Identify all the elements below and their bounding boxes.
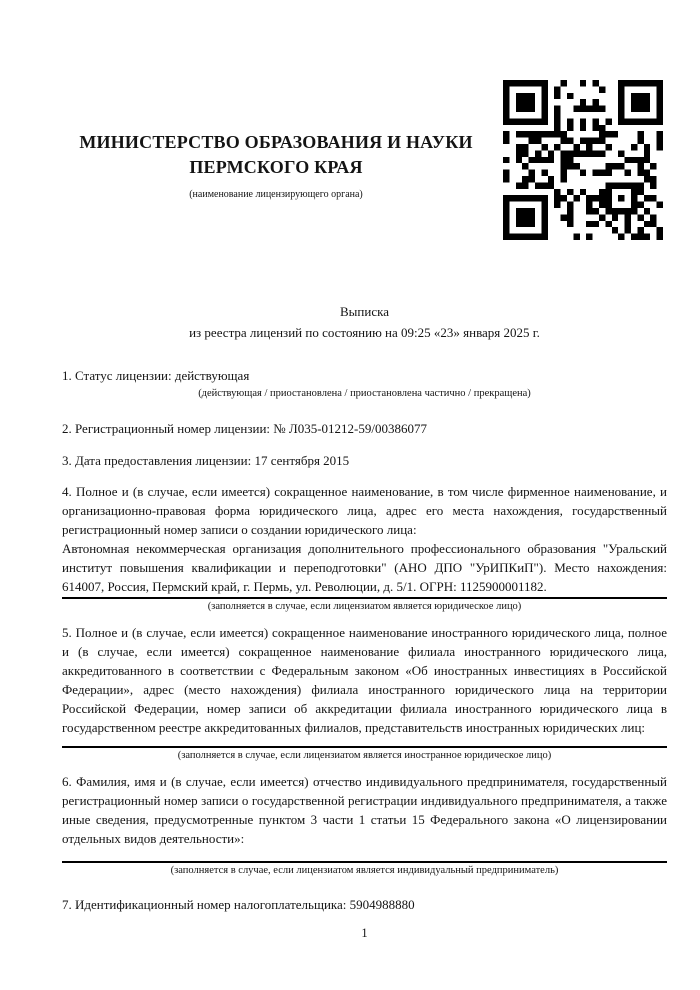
field-foreign-entity-clause: 5. Полное и (в случае, если имеется) сокращенное наименование иностранного юридического лица, полное и (в случае, если имеется) сокращенное наименование филиала иностранного юридического лица, аккредитованного в соответствии с Федеральным законом «Об иностранных инвестициях в Российской Федерации», адрес (место нахождения) филиала иностранного юридического лица на территории Российской Федерации, номер записи об аккредитации филиала иностранного юридического лица в государственном реестре аккредитованных филиалов, представительств иностранных юридических лиц:	[62, 625, 667, 735]
field-legal-entity-value: Автономная некоммерческая организация дополнительного профессионального образования "Уральский институт повышения квалификации и переподготовки" (АНО ДПО "УрИПКиП"). Место нахождения: 614007, Россия, Пермский край, г. Пермь, ул. Революции, д. 5/1. ОГРН: 1125900001182.	[62, 541, 667, 594]
field-individual-entrepreneur-clause: 6. Фамилия, имя и (в случае, если имеется) отчество индивидуального предпринимателя, государственный регистрационный номер записи о государственной регистрации индивидуального предпринимателя, а также иные сведения, предусмотренные пунктом 3 части 1 статьи 15 Федерального закона «О лицензировании отдельных видов деятельности»:	[62, 774, 667, 846]
field-foreign-entity	[62, 623, 667, 737]
fill-line-foreign-entity	[62, 746, 667, 748]
fill-line-individual-entrepreneur	[62, 861, 667, 863]
licensing-authority-header	[62, 130, 490, 200]
ministry-caption: (наименование лицензирующего органа)	[189, 189, 363, 200]
document-title-line1: Выписка	[340, 304, 389, 319]
field-legal-entity-clause: 4. Полное и (в случае, если имеется) сокращенное наименование, в том числе фирменное наименование, и организационно-правовая форма юридического лица, адрес его места нахождения, государственный регистрационный номер записи о создании юридического лица:	[62, 484, 667, 537]
document-title-line2: из реестра лицензий по состоянию на 09:25 «23» января 2025 г.	[189, 325, 540, 340]
ministry-name-line2: ПЕРМСКОГО КРАЯ	[189, 157, 363, 177]
document-title	[62, 301, 667, 343]
fill-line-legal-entity	[62, 597, 667, 599]
qr-code-image	[503, 80, 663, 240]
field-individual-entrepreneur-hint: (заполняется в случае, если лицензиатом является индивидуальный предприниматель)	[170, 865, 559, 876]
field-legal-entity-hint: (заполняется в случае, если лицензиатом является юридическое лицо)	[207, 601, 522, 612]
field-license-grant-date: 3. Дата предоставления лицензии: 17 сентября 2015	[62, 453, 350, 468]
field-license-status: 1. Статус лицензии: действующая	[62, 368, 250, 383]
field-foreign-entity-hint: (заполняется в случае, если лицензиатом является иностранное юридическое лицо)	[177, 750, 552, 761]
page-number: 1	[361, 926, 368, 940]
ministry-name-line1: МИНИСТЕРСТВО ОБРАЗОВАНИЯ И НАУКИ	[79, 132, 473, 152]
field-registration-number: 2. Регистрационный номер лицензии: № Л035-01212-59/00386077	[62, 421, 428, 436]
field-legal-entity	[62, 482, 667, 596]
field-license-status-hint: (действующая / приостановлена / приостановлена частично / прекращена)	[198, 388, 531, 399]
field-individual-entrepreneur	[62, 772, 667, 848]
field-taxpayer-id: 7. Идентификационный номер налогоплательщика: 5904988880	[62, 897, 415, 912]
